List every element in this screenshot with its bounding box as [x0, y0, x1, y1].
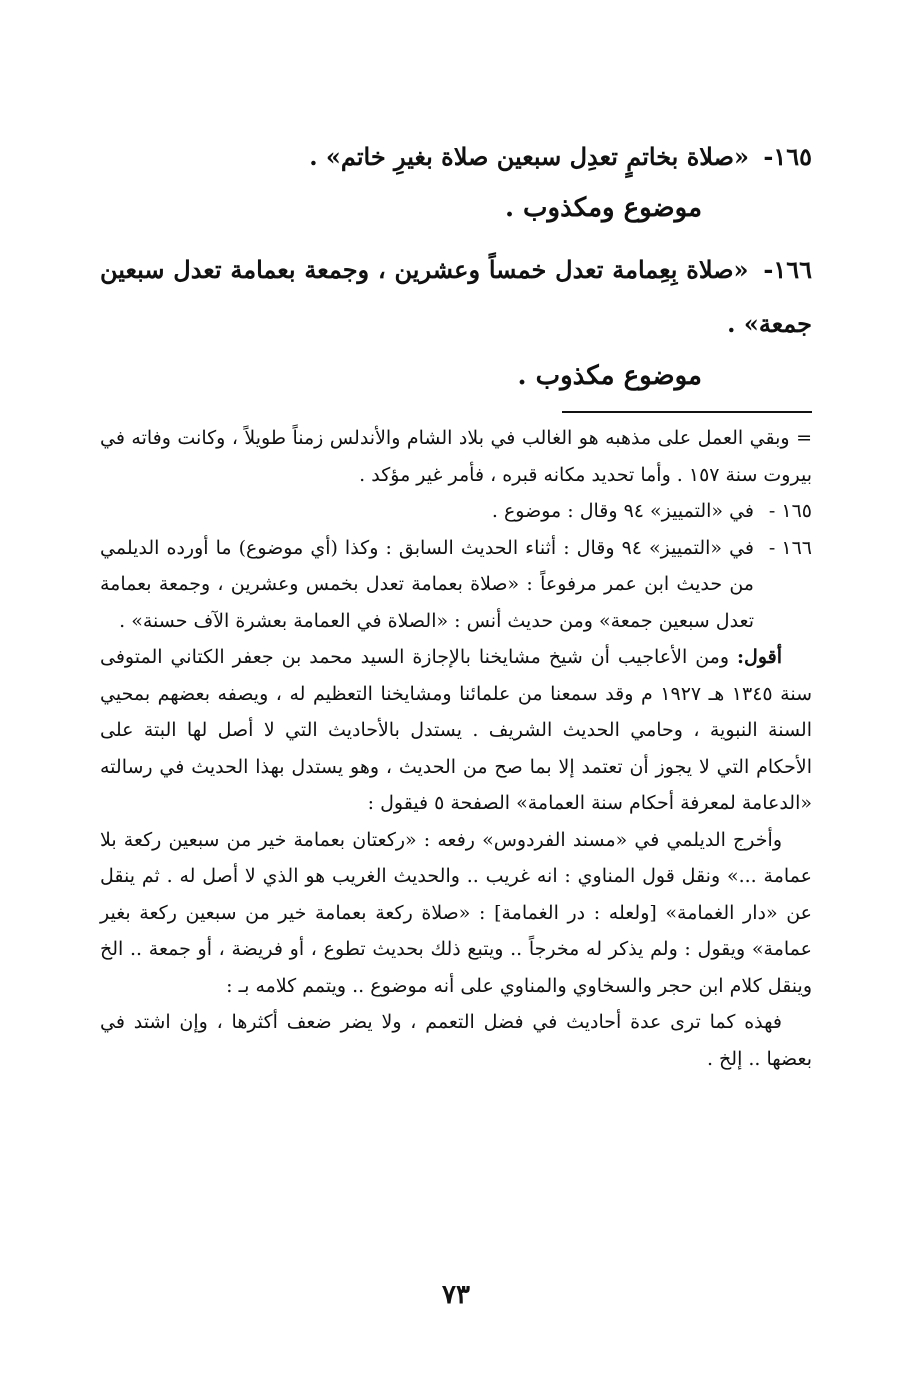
footnote-continuation: = وبقي العمل على مذهبه هو الغالب في بلاد الشام والأندلس زمناً طويلاً ، وكانت وفاته في بيروت سنة ١٥٧ . وأما تحديد مكانه قبره ، فأمر غير مؤكد . [100, 427, 812, 486]
book-page [100, 0, 812, 1391]
footnote-165 [100, 493, 812, 530]
footnote-text: في «التمييز» ٩٤ وقال : أثناء الحديث السابق : وكذا (أي موضوع) ما أورده الديلمي من حديث ابن عمر مرفوعاً : «صلاة بعمامة تعدل بخمس وعشرين ، وجمعة بعمامة تعدل سبعين جمعة» ومن حديث أنس : «الصلاة في العمامة بعشرة الآف حسنة» . [100, 536, 754, 632]
footnote-166 [100, 530, 812, 640]
hadith-entry-165 [100, 130, 812, 184]
hadith-number: ١٦٥- [763, 142, 812, 171]
hadith-number: ١٦٦- [763, 255, 812, 284]
page-number: ٧٣ [442, 1280, 470, 1310]
footnote-number: ١٦٥ - [768, 500, 812, 522]
footnote-text: في «التمييز» ٩٤ وقال : موضوع . [491, 500, 754, 522]
footnote-number: ١٦٦ - [768, 536, 812, 559]
aqoul-label: أقول: [737, 646, 782, 668]
hadith-entry-166 [100, 243, 812, 351]
hadith-verdict-166: موضوع مكذوب . [517, 361, 702, 391]
footnote-separator [562, 411, 812, 413]
hadith-text: «صلاة بِعِمامة تعدل خمساً وعشرين ، وجمعة بعمامة تعدل سبعين جمعة» . [100, 255, 812, 338]
aqoul-text: ومن الأعاجيب أن شيخ مشايخنا بالإجازة السيد محمد بن جعفر الكتاني المتوفى سنة ١٣٤٥ هـ ١٩٢٧ م وقد سمعنا من علمائنا ومشايخنا التعظيم له ، ويصفه بعضهم بمحيي السنة النبوية ، وحامي الحديث الشريف . يستدل بالأحاديث التي لا أصل لها البتة على الأحكام التي لا يجوز أن تعتمد إلا بما صح من الحديث ، وهو يستدل بهذا الحديث في رسالته «الدعامة لمعرفة أحكام سنة العمامة» الصفحة ٥ فيقول : [100, 646, 812, 814]
footnotes [100, 420, 812, 1077]
quote-paragraph: وأخرج الديلمي في «مسند الفردوس» رفعه : «ركعتان بعمامة خير من سبعين ركعة بلا عمامة ...» ونقل قول المناوي : انه غريب .. والحديث الغريب هو الذي لا أصل له . ثم ينقل عن «دار الغمامة» [ولعله : در الغمامة] : «صلاة ركعة بعمامة خير من سبعين ركعة بغير عمامة» ويقول : ولم يذكر له مخرجاً .. ويتبع ذلك بحديث تطوع ، أو فريضة ، أو جمعة .. الخ وينقل كلام ابن حجر والسخاوي والمناوي على أنه موضوع .. ويتمم كلامه بـ : [100, 828, 812, 997]
final-paragraph: فهذه كما ترى عدة أحاديث في فضل التعمم ، ولا يضر ضعف أكثرها ، وإن اشتد في بعضها .. إلخ . [100, 1011, 812, 1070]
hadith-verdict-165: موضوع ومكذوب . [504, 193, 702, 223]
hadith-text: «صلاة بخاتمٍ تعدِل سبعين صلاة بغيرِ خاتم» . [309, 142, 749, 171]
aqoul-paragraph [100, 639, 812, 822]
